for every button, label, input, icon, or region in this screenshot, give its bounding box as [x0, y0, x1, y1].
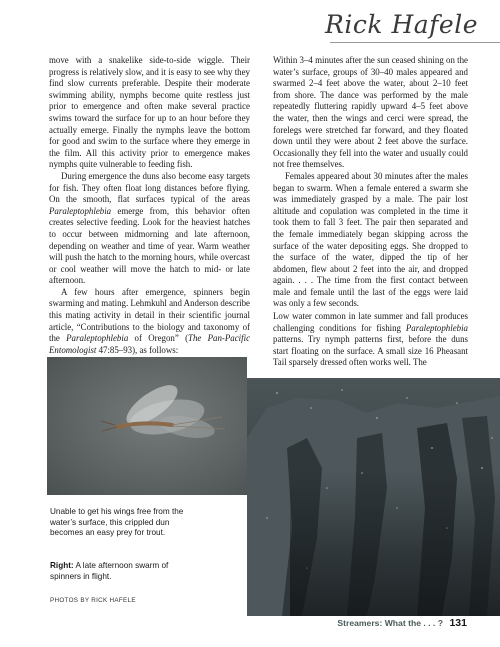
cliff-shadow — [290, 470, 500, 616]
paragraph: During emergence the duns also become easy targets for fish. They often float long distances before flying. On the smooth, flat surfaces typical of the areas Paraleptophlebia emerge from, this behavior often creates selective feeding. Look for the heaviest hatches to occur between midmorning and late afternoon, depending on weather and time of year. Warm weather will push the hatch to the morning hours, while overcast or cool weather will move the hatch to mid- or late afternoon. — [49, 170, 250, 286]
author-name: Rick Hafele — [325, 10, 478, 39]
column-right-text — [273, 311, 468, 369]
page-number: 131 — [449, 617, 467, 629]
column-left — [49, 55, 250, 356]
photo-credit: PHOTOS BY RICK HAFELE — [50, 597, 136, 604]
column-right-quote — [273, 55, 468, 310]
paragraph: A few hours after emergence, spinners begin swarming and mating. Lehmkuhl and Anderson describe this mating activity in detail in their scientific journal article, “Contributions to the biology and taxonomy of the Paraleptophlebia of Oregon” (The Pan-Pacific Entomologist 47:85–93), as follows: — [49, 286, 251, 355]
paragraph: Low water common in late summer and fall produces challenging conditions for fishing Paraleptophlebia patterns. Try nymph patterns first, before the duns start floating on the surface. A small size 16 Pheasant Tail sparsely dressed often works well. The — [273, 311, 468, 368]
quote-paragraph: Within 3–4 minutes after the sun ceased shining on the water’s surface, groups of 30–40 males appeared and swarmed 2–4 feet above the water, about 2–10 feet from shore. The dance was performed by the male repeatedly fluttering rapidly upward 4–5 feet above the water, then the wings and cerci were spread, the forelegs were stretched far forward, and they floated down until they were about 2 feet above the surface. Occasionally they fell into the water and usually could not free themselves. — [273, 55, 468, 170]
photo-caption: Unable to get his wings free from the water’s surface, this crippled dun becomes an easy prey for trout. — [50, 507, 184, 537]
photo-caption: Right: A late afternoon swarm of spinners in flight. — [50, 561, 169, 581]
paragraph: move with a snakelike side-to-side wiggle. Their progress is relatively slow, and it is easy to see why they find slow currents preferable. Despite their moderate swimming ability, nymphs become quite restless just prior to emergence and often make several practice swims toward the surface for up to an hour before they actually emerge. Finally the nymphs leave the bottom for good and swim to the surface where they emerge in the film. All this activity prior to emergence makes nymphs quite vulnerable to feeding fish. — [49, 55, 250, 170]
page-footer — [337, 617, 467, 629]
header-rule — [330, 42, 500, 43]
mayfly-photo — [47, 357, 247, 495]
section-title: Streamers: What the . . . ? — [337, 618, 443, 628]
quote-paragraph: Females appeared about 30 minutes after the males began to swarm. When a female entered a swarm she was immediately grasped by a male. The pair lost altitude and copulation was completed in the time it took them to fall 3 feet. The pair then separated and the female immediately began skipping across the surface of the water depositing eggs. She dropped to the surface of the water, dipped the tip of her abdomen, flew about 2 feet into the air, and dropped again. . . . The time from the first contact between male and female until the last of the eggs were laid was only a few seconds. — [273, 170, 468, 309]
